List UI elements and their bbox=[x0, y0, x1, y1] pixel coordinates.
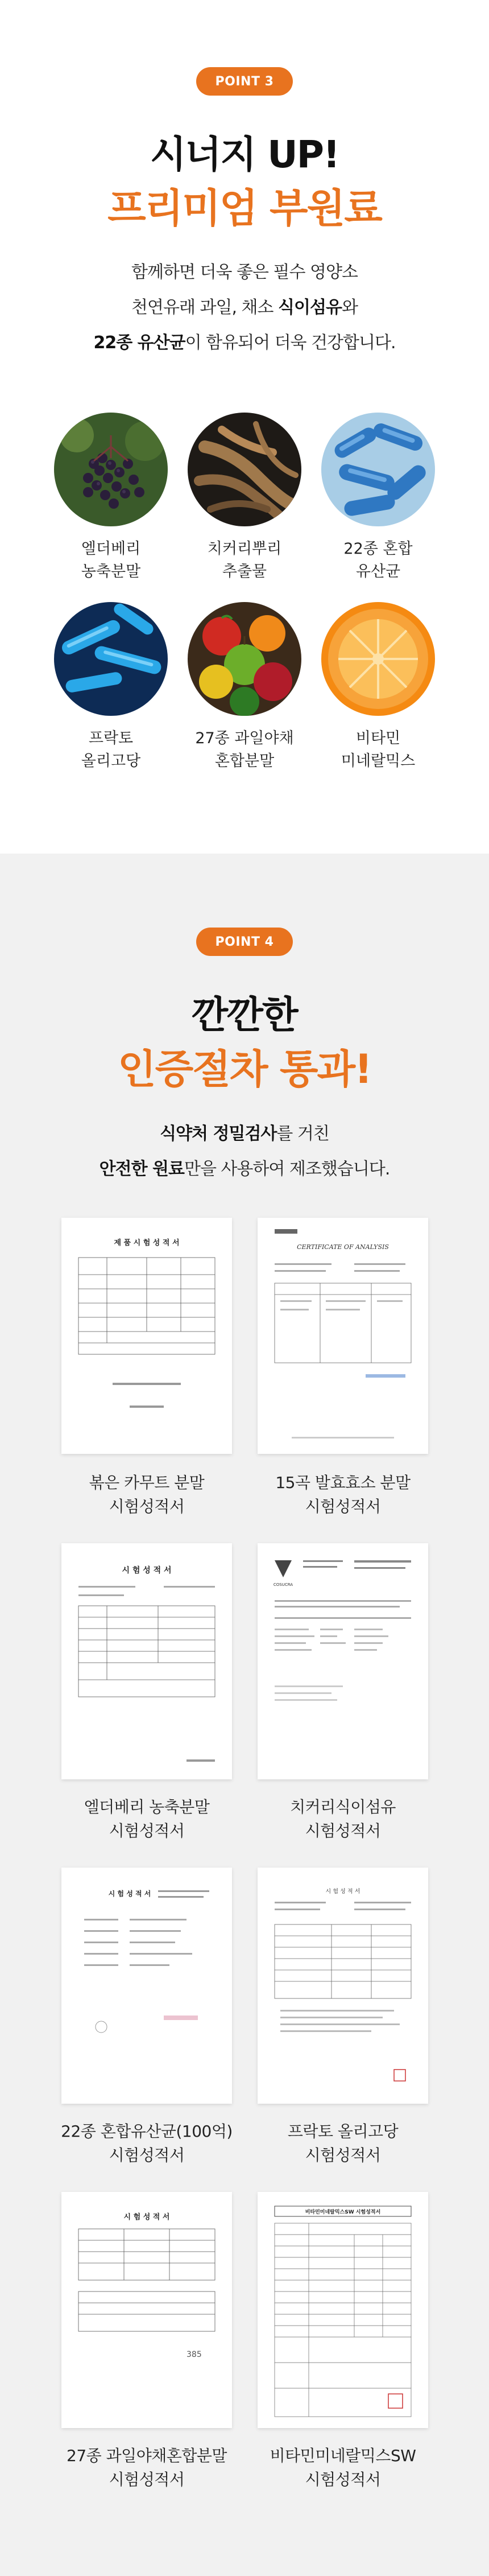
certificate-doc-title: 시 험 성 적 서 bbox=[325, 1889, 360, 1895]
point4-title-line1: 깐깐한 bbox=[192, 993, 297, 1037]
certificate-document bbox=[61, 2192, 232, 2428]
certificate-document bbox=[258, 1218, 428, 1454]
certificate-doc-title: 제 품 시 험 성 적 서 bbox=[114, 1239, 180, 1247]
point3-title-line1: 시너지 UP! bbox=[150, 133, 339, 176]
svg-text:385: 385 bbox=[187, 2350, 202, 2359]
point3-title-line2: 프리미엄 부원료 bbox=[107, 185, 382, 232]
certificate-label-fruit-vegetable: 27종 과일야채혼합분말 시험성적서 bbox=[67, 2446, 227, 2489]
certificate-label-fructo: 프락토 올리고당 시험성적서 bbox=[287, 2122, 399, 2165]
probiotics-image bbox=[321, 413, 435, 526]
point4-desc-line1: 식약처 정밀검사를 거친 bbox=[160, 1124, 329, 1144]
point4-badge: POINT 4 bbox=[196, 928, 293, 956]
certificate-document bbox=[61, 1543, 232, 1779]
point3-desc-line2: 천연유래 과일, 채소 식이섬유와 bbox=[131, 298, 358, 318]
elderberry-image bbox=[54, 413, 168, 526]
point4-desc-line2: 안전한 원료만을 사용하여 제조했습니다. bbox=[99, 1159, 390, 1179]
certificate-doc-title: COSUCRA bbox=[273, 1582, 293, 1587]
certificate-label-kamut: 볶은 카무트 분말 시험성적서 bbox=[89, 1473, 205, 1516]
certificate-document bbox=[258, 2192, 428, 2428]
fruit-vegetable-image bbox=[188, 602, 301, 716]
certificate-document bbox=[61, 1218, 232, 1454]
point3-desc-line3: 22종 유산균이 함유되어 더욱 건강합니다. bbox=[93, 333, 396, 353]
chicory-root-image bbox=[188, 413, 301, 526]
certificate-doc-title: 비타민미네랄믹스SW 시험성적서 bbox=[305, 2210, 381, 2215]
certificate-label-probiotics: 22종 혼합유산균(100억) 시험성적서 bbox=[61, 2122, 233, 2165]
certificate-label-vitamin-mineral: 비타민미네랄믹스SW 시험성적서 bbox=[270, 2446, 416, 2489]
ingredient-label-vitamin: 비타민 미네랄믹스 bbox=[341, 729, 416, 770]
point3-section bbox=[0, 0, 489, 854]
point3-desc-line1: 함께하면 더욱 좋은 필수 영양소 bbox=[131, 262, 358, 282]
point4-title-line2: 인증절차 통과! bbox=[117, 1046, 371, 1093]
vitamin-mineral-image bbox=[321, 602, 435, 716]
ingredient-label-fructo: 프락토 올리고당 bbox=[81, 729, 141, 770]
certificate-label-fermented-enzyme: 15곡 발효효소 분말 시험성적서 bbox=[275, 1473, 411, 1516]
certificate-document bbox=[258, 1543, 428, 1779]
certificate-document bbox=[61, 1868, 232, 2104]
certificate-label-elderberry: 엘더베리 농축분말 시험성적서 bbox=[84, 1798, 210, 1840]
ingredient-label-elderberry: 엘더베리 농축분말 bbox=[81, 540, 141, 580]
certificate-doc-title: 시 험 성 적 서 bbox=[123, 2213, 170, 2221]
ingredient-label-probiotics: 22종 혼합 유산균 bbox=[343, 540, 413, 580]
fructo-oligosaccharide-image bbox=[54, 602, 168, 716]
certificate-document bbox=[258, 1868, 428, 2104]
point4-section bbox=[0, 854, 489, 2576]
certificate-doc-title: 시 험 성 적 서 bbox=[122, 1566, 172, 1575]
certificate-doc-title: CERTIFICATE OF ANALYSIS bbox=[297, 1243, 389, 1251]
certificate-doc-title: 시 험 성 적 서 bbox=[108, 1890, 151, 1898]
certificate-label-chicory-fiber: 치커리식이섬유 시험성적서 bbox=[290, 1798, 396, 1840]
ingredient-label-fruit-vegetable: 27종 과일야채 혼합분말 bbox=[195, 729, 294, 770]
point3-badge: POINT 3 bbox=[196, 67, 293, 96]
ingredient-label-chicory: 치커리뿌리 추출물 bbox=[207, 540, 282, 580]
